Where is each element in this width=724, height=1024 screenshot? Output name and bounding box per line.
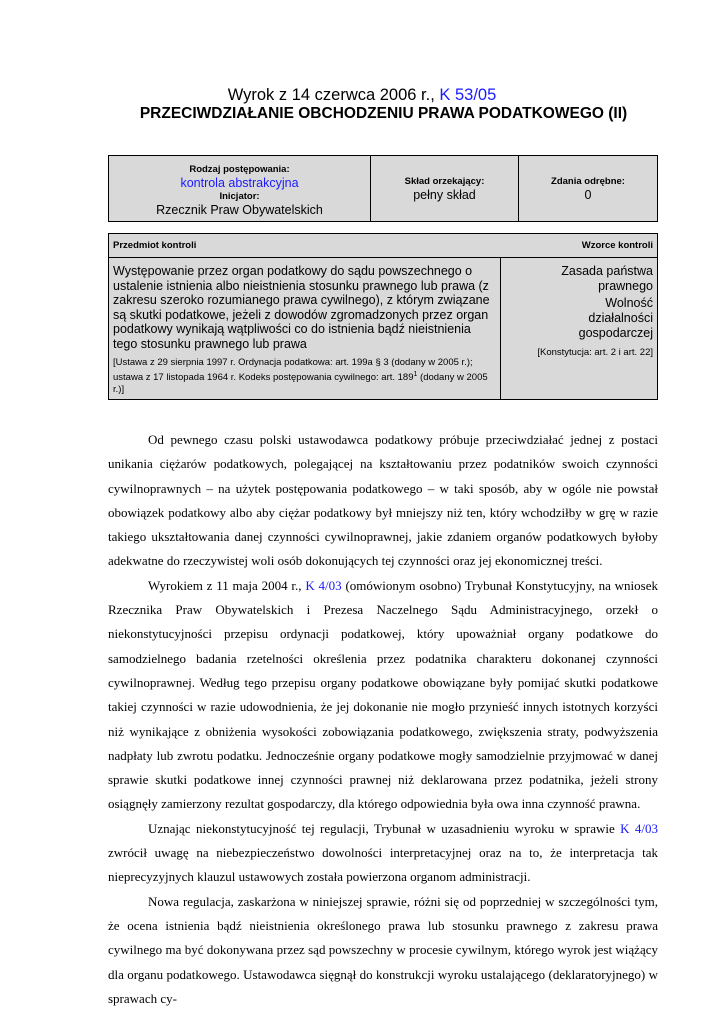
initiator-value: Rzecznik Praw Obywatelskich [156,203,323,217]
paragraph-4: Nowa regulacja, zaskarżona w niniejszej sprawie, różni się od poprzedniej w szczególności tym, że ocena istnienia bądź nieistnienia określonego prawa lub stosunku prawnego z zakresu prawa cywilnego ma być dokonywana przez sąd powszechny w procesie cywilnym, którego wyrok jest wiążący dla organu podatkowego. Ustawodawca sięgnął do konstrukcji wyroku ustalającego (deklaratoryjnego) w sprawach cy- [108,893,658,1006]
page-title [0,86,724,105]
page-subtitle: PRZECIWDZIAŁANIE OBCHODZENIU PRAWA PODATKOWEGO (II) [139,105,628,122]
standard-rule-of-law: Zasada państwa prawnego [561,264,653,293]
subject-column [109,258,501,400]
proceeding-label: Rodzaj postępowania: [189,164,290,175]
paragraph-2-rest: (omówionym osobno) Trybunał Konstytucyjny, na wniosek Rzecznika Praw Obywatelskich i Prezesa Naczelnego Sądu Administracyjnego, orzekł o niekonstytucyjności przepisu ordynacji podatkowej, który upoważniał organy podatkowe do samodzielnego badania rzetelności określenia przez podatnika charakteru dokonanej czynności cywilnoprawnej. Według tego przepisu organy podatkowe obowiązane były pomijać skutki podatkowe takiej czynności w razie udowodnienia, że jej dokonanie nie mogło przynieść innych istotnych korzyści niż wynikające z obniżenia wysokości zobowiązania podatkowego, zwiększenia straty, podwyższenia nadpłaty lub zwrotu podatku. Jednocześnie organy podatkowe mogły samodzielnie przyjmować w danej sprawie skutki podatkowe innej czynności prawnej niż deklarowana przez podatnika, jeżeli strony osiągnęły zamierzony rezultat gospodarczy, dla którego odpowiednia była owa inna czynność prawna. [108,577,658,812]
subject-refs-superscript: 1 [413,371,418,378]
bench-value: pełny skład [413,188,476,202]
control-box-body [109,258,657,400]
case-k-4-03-link-2[interactable]: K 4/03 [620,820,659,836]
paragraph-3-rest: zwrócił uwagę na niebezpieczeństwo dowolności interpretacyjnej oraz na to, że interpretacja tak nieprecyzyjnych klauzul ustawowych została powierzona organom administracji. [108,845,658,885]
dissent-label: Zdania odrębne: [551,176,625,187]
subject-refs-part-1: [Ustawa z 29 sierpnia 1997 r. Ordynacja podatkowa: art. 199a § 3 (dodany w 2005 r.); ustawa z 17 listopada 1964 r. Kodeks postępowania cywilnego: art. 189 [113,357,473,384]
standards-column [501,258,657,400]
body-text [108,428,658,1011]
subject-text: Występowanie przez organ podatkowy do sądu powszechnego o ustalenie istnienia albo nieistnienia stosunku prawnego lub prawa (z zakresu szeroko rozumianego prawa cywilnego), z którym związane są skutki podatkowe, jeżeli z dowodów zgromadzonych przez organ podatkowy wynikają wątpliwości co do istnienia bądź nieistnienia tego stosunku prawnego lub prawa [113,264,490,351]
case-number-link[interactable]: K 53/05 [439,86,497,104]
proceeding-value-link[interactable]: kontrola abstrakcyjna [180,176,299,190]
standards-label: Wzorce kontroli [581,240,653,251]
subject-label: Przedmiot kontroli [113,240,197,251]
bench-cell [371,156,519,221]
initiator-label: Inicjator: [219,191,260,202]
title-prefix: Wyrok z 14 czerwca 2006 r., [227,86,440,104]
paragraph-2 [108,574,658,817]
case-info-box [108,155,658,222]
paragraph-3 [108,817,658,890]
paragraph-2-start: Wyrokiem z 11 maja 2004 r., [148,577,306,593]
standard-economic-freedom: Wolność działalności gospodarczej [578,296,653,340]
bench-label: Skład orzekający: [404,176,485,187]
control-box [108,233,658,400]
dissent-cell [519,156,657,221]
proceeding-cell [109,156,371,221]
subject-references [113,357,495,396]
standards-reference: [Konstytucja: art. 2 i art. 22] [537,347,653,358]
dissent-value: 0 [584,188,592,202]
paragraph-1: Od pewnego czasu polski ustawodawca podatkowy próbuje przeciwdziałać jednej z postaci unikania ciężarów podatkowych, polegającej na kształtowaniu przez podatników swoich czynności cywilnoprawnych – na użytek postępowania podatkowego – w taki sposób, aby w ogóle nie powstał obowiązek podatkowy albo aby ciężar podatkowy był mniejszy niż ten, który wchodziłby w grę w razie takiego ukształtowania danej czynności cywilnoprawnej, jakie zdaniem organów podatkowych byłoby adekwatne do rzeczywistej woli osób dokonujących tej czynności oraz jej ekonomicznej treści. [108,432,658,569]
control-box-header [109,234,657,258]
subject-refs-part-2: (dodany w 2005 r.)] [113,372,488,396]
case-k-4-03-link[interactable]: K 4/03 [305,577,342,593]
paragraph-3-start: Uznając niekonstytucyjność tej regulacji, Trybunał w uzasadnieniu wyroku w sprawie [148,820,621,836]
